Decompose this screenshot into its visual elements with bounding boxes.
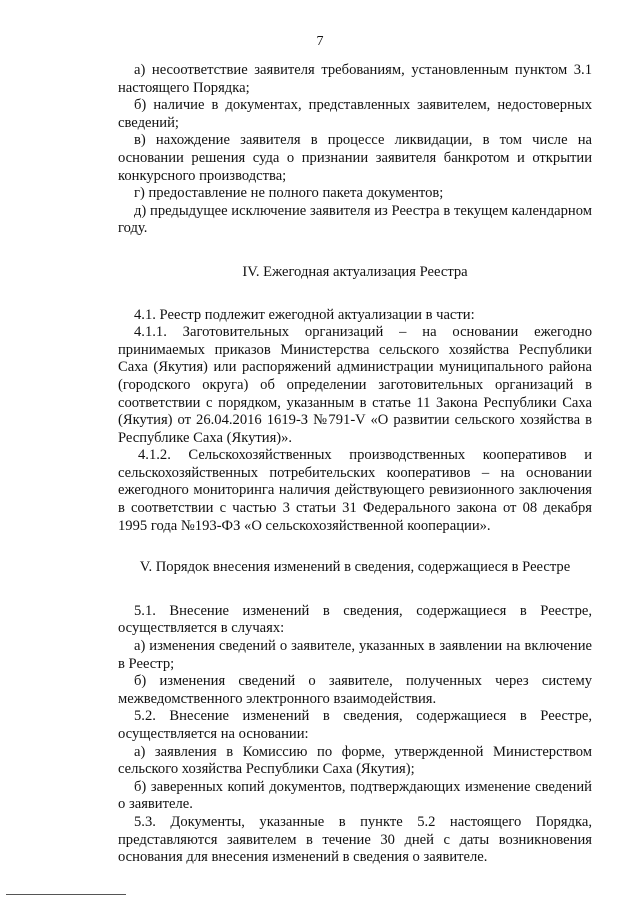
paragraph: 5.3. Документы, указанные в пункте 5.2 настоящего Порядка, представляются заявителем в течение 30 дней с даты возникновения основания для внесения изменений в сведения о заявителе. [118, 813, 592, 866]
paragraph: 5.2. Внесение изменений в сведения, содержащиеся в Реестре, осуществляется на основании: [118, 708, 592, 742]
list-item: б) изменения сведений о заявителе, полученных через систему межведомственного электронного взаимодействия. [118, 673, 592, 707]
paragraph: 4.1.1. Заготовительных организаций – на основании ежегодно принимаемых приказов Министерства сельского хозяйства Республики Саха (Якутия) или распоряжений администрации муниципального района (городского округа) об определении заготовительных организаций в соответствии с порядком, указанным в статье 11 Закона Республики Саха (Якутия) от 26.04.2016 1619-З №791-V «О развитии сельского хозяйства в Республике Саха (Якутия)». [118, 324, 592, 446]
list-item: г) предоставление не полного пакета документов; [134, 185, 444, 202]
list-item: д) предыдущее исключение заявителя из Реестра в текущем календарном году. [118, 202, 592, 237]
section-heading: IV. Ежегодная актуализация Реестра [242, 263, 468, 280]
paragraph: 5.1. Внесение изменений в сведения, содержащиеся в Реестре, осуществляется в случаях: [118, 602, 592, 637]
document-body [118, 62, 592, 867]
paragraph: 4.1.2. Сельскохозяйственных производственных кооперативов и сельскохозяйственных потребительских кооперативов – на основании ежегодного мониторинга наличия действующего ревизионного заключения в соответствии с частью 3 статьи 31 Федерального закона от 08 декабря 1995 года №193-ФЗ «О сельскохозяйственной кооперации». [118, 447, 592, 534]
list-item: в) нахождение заявителя в процессе ликвидации, в том числе на основании решения суда о признании заявителя банкротом и открытии конкурсного производства; [118, 132, 592, 184]
list-item: а) изменения сведений о заявителе, указанных в заявлении на включение в Реестр; [118, 638, 592, 672]
list-item: б) заверенных копий документов, подтверждающих изменение сведений о заявителе. [118, 778, 592, 813]
list-item: б) наличие в документах, представленных заявителем, недостоверных сведений; [118, 97, 592, 131]
paragraph: 4.1. Реестр подлежит ежегодной актуализации в части: [134, 306, 475, 323]
list-item: а) несоответствие заявителя требованиям, установленным пунктом 3.1 настоящего Порядка; [118, 62, 592, 96]
footnote-divider [6, 894, 126, 895]
page-number: 7 [316, 34, 324, 49]
section-heading: V. Порядок внесения изменений в сведения, содержащиеся в Реестре [139, 559, 571, 576]
list-item: а) заявления в Комиссию по форме, утвержденной Министерством сельского хозяйства Республики Саха (Якутия); [118, 743, 592, 778]
